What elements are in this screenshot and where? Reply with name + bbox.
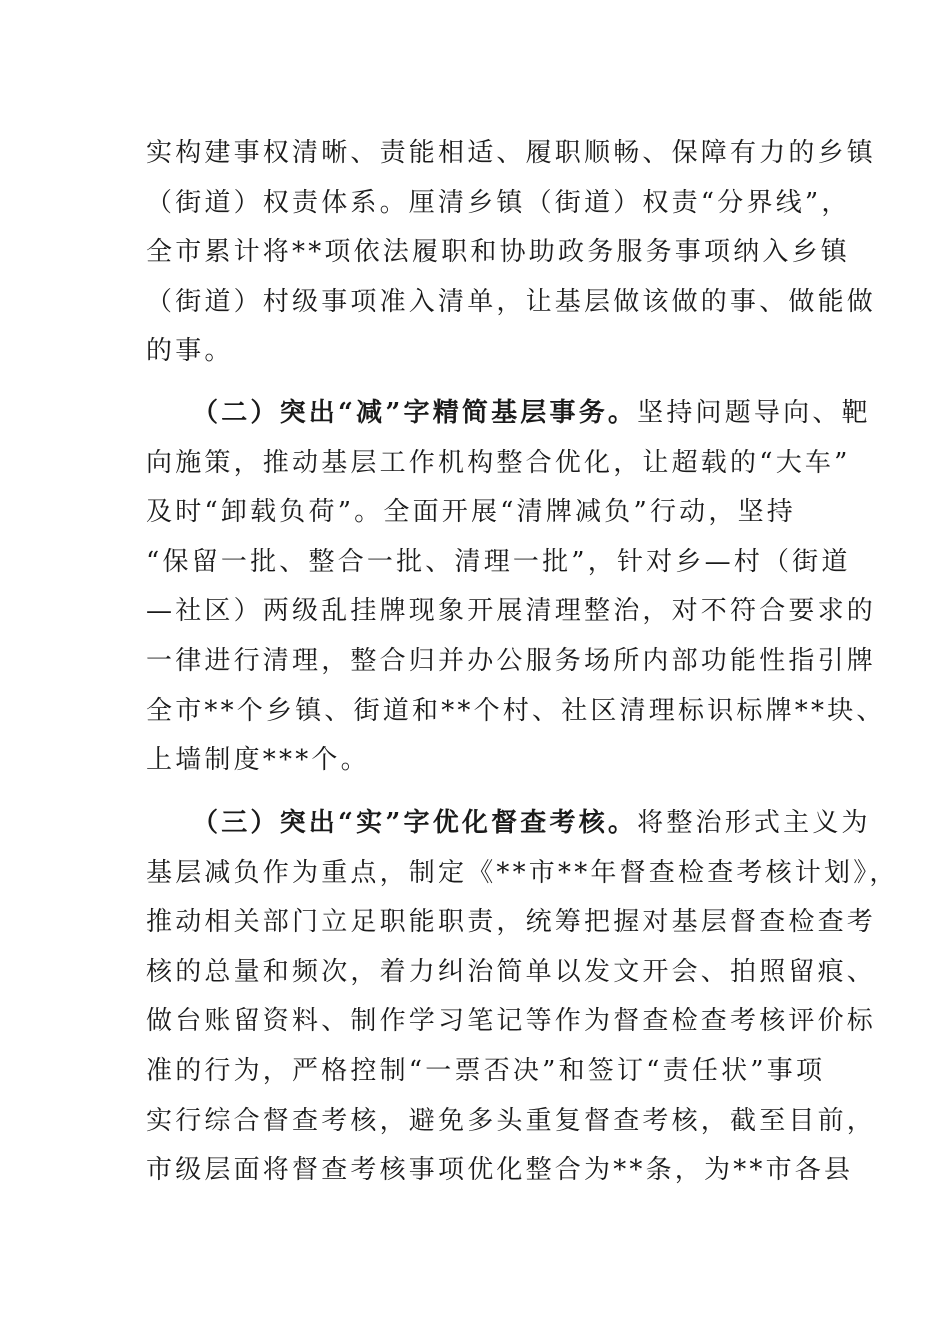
text-line: 做台账留资料、制作学习笔记等作为督查检查考核评价标: [146, 1006, 877, 1037]
text-line: 核的总量和频次，着力纠治简单以发文开会、拍照留痕、: [146, 956, 877, 987]
text-line: 基层减负作为重点，制定《**市**年督查检查考核计划》，: [146, 857, 899, 888]
text-line: 实构建事权清晰、责能相适、履职顺畅、保障有力的乡镇: [146, 138, 877, 168]
text-line: 向施策，推动基层工作机构整合优化，让超载的“大车”: [146, 447, 851, 478]
text-line: “保留一批、整合一批、清理一批”，针对乡—村（街道: [146, 546, 851, 577]
text-line: 准的行为，严格控制“一票否决”和签订“责任状”事项: [146, 1055, 826, 1086]
text-line: （街道）村级事项准入清单，让基层做该做的事、做能做: [146, 286, 877, 317]
text-line: 上墙制度***个。: [146, 745, 370, 776]
text-line: 全市累计将**项依法履职和协助政务服务事项纳入乡镇: [146, 237, 851, 268]
text-run: 将整治形式主义为: [637, 808, 871, 838]
text-line: 市级层面将督查考核事项优化整合为**条，为**市各县: [146, 1155, 854, 1186]
paragraph-first-line: [146, 389, 871, 439]
text-line: 一律进行清理，整合归并办公服务场所内部功能性指引牌: [146, 645, 877, 676]
paragraph-3: [146, 799, 899, 1196]
section-heading: （三）突出“实”字优化督查考核。: [192, 808, 638, 838]
text-line: 及时“卸载负荷”。全面开展“清牌减负”行动，坚持: [146, 497, 796, 528]
text-line: （街道）权责体系。厘清乡镇（街道）权责“分界线”，: [146, 187, 851, 218]
paragraph-first-line: [146, 799, 871, 849]
paragraph-1: [146, 129, 877, 377]
text-line: 的事。: [146, 336, 234, 367]
text-line: 全市**个乡镇、街道和**个村、社区清理标识标牌**块、: [146, 695, 886, 726]
text-line: —社区）两级乱挂牌现象开展清理整治，对不符合要求的: [146, 596, 877, 627]
text-line: 推动相关部门立足职能职责，统筹把握对基层督查检查考: [146, 907, 877, 938]
paragraph-2: [146, 389, 886, 786]
text-run: 坚持问题导向、靶: [637, 398, 871, 428]
text-line: 实行综合督查考核，避免多头重复督查考核，截至目前，: [146, 1105, 877, 1136]
section-heading: （二）突出“减”字精简基层事务。: [192, 398, 638, 428]
